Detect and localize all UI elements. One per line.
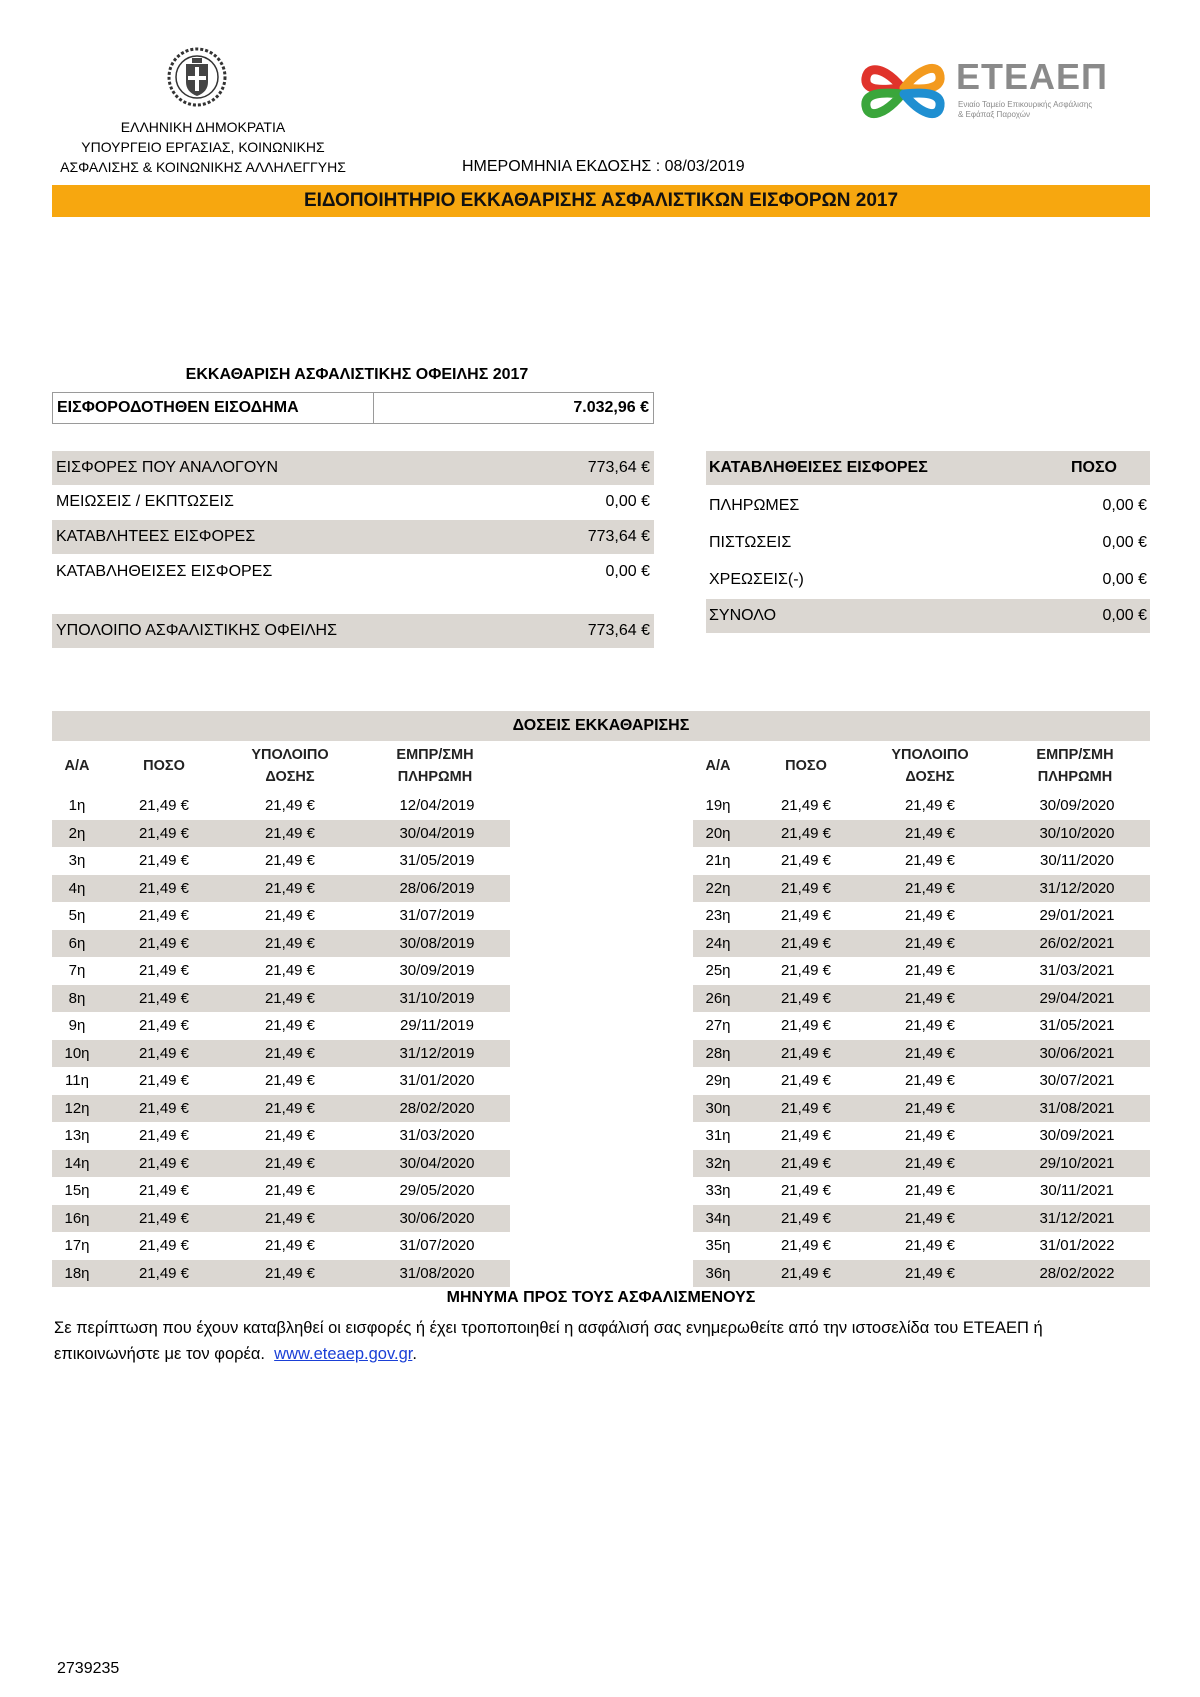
installment-row [693,1067,1150,1095]
installment-balance: 21,49 € [264,989,316,1007]
installment-date: 28/02/2020 [399,1099,475,1117]
installment-row [693,820,1150,848]
paid-label: ΧΡΕΩΣΕΙΣ(-) [709,571,804,588]
installment-number: 9η [68,1017,86,1034]
installment-amount: 21,49 € [138,1127,190,1144]
col-header-balance: ΥΠΟΛΟΙΠΟ ΔΟΣΗΣ [251,747,329,785]
installment-date: 30/11/2020 [1040,852,1114,869]
installment-row [52,1012,510,1040]
paid-label: ΠΙΣΤΩΣΕΙΣ [709,534,792,551]
installment-amount: 21,49 € [138,879,190,897]
installment-number: 21η [705,852,731,869]
installment-balance: 21,49 € [264,934,316,952]
installment-amount: 21,49 € [138,934,190,952]
installment-date: 30/09/2020 [1039,797,1115,814]
paid-value: 0,00 € [1102,534,1147,551]
settlement-balance-row [52,614,654,648]
installment-row [693,875,1150,903]
installment-row [693,1205,1150,1233]
installment-balance: 21,49 € [904,907,956,924]
document-title-banner: ΕΙΔΟΠΟΙΗΤΗΡΙΟ ΕΚΚΑΘΑΡΙΣΗΣ ΑΣΦΑΛΙΣΤΙΚΩΝ ΕΙΣΦΟΡΩΝ 2017 [52,185,1150,217]
installment-row [693,847,1150,875]
installment-amount: 21,49 € [780,1182,832,1199]
income-label: ΕΙΣΦΟΡΟΔΟΤΗΘΕΝ ΕΙΣΟΔΗΜΑ [53,393,374,423]
installment-row [52,820,510,848]
installment-balance: 21,49 € [904,824,956,842]
installment-amount: 21,49 € [780,934,832,952]
paid-value: 0,00 € [1102,497,1147,514]
installment-amount: 21,49 € [780,1209,832,1227]
installment-date: 31/08/2021 [1039,1099,1115,1117]
installment-number: 32η [705,1154,731,1172]
installment-balance: 21,49 € [904,797,956,814]
installment-date: 30/09/2019 [399,962,475,979]
installment-balance: 21,49 € [264,1182,316,1199]
installment-amount: 21,49 € [780,1154,832,1172]
installment-number: 14η [64,1154,90,1172]
installment-amount: 21,49 € [138,907,190,924]
settlement-value: 0,00 € [605,563,650,580]
settlement-label: ΚΑΤΑΒΛΗΘΕΙΣΕΣ ΕΙΣΦΟΡΕΣ [56,563,273,580]
installment-amount: 21,49 € [780,879,832,897]
installment-balance: 21,49 € [264,852,316,869]
col-header-aa: Α/Α [64,758,90,774]
installment-row [693,1260,1150,1288]
income-row [52,392,654,424]
installment-number: 10η [64,1044,90,1062]
document-id: 2739235 [57,1660,120,1677]
installment-date: 30/04/2020 [399,1154,475,1172]
installment-amount: 21,49 € [138,1072,190,1089]
installment-balance: 21,49 € [904,1044,956,1062]
issue-date: ΗΜΕΡΟΜΗΝΙΑ ΕΚΔΟΣΗΣ : 08/03/2019 [462,158,745,175]
installment-balance: 21,49 € [264,1264,316,1282]
installment-balance: 21,49 € [264,824,316,842]
settlement-value: 773,64 € [587,622,650,639]
installment-amount: 21,49 € [780,1072,832,1089]
settlement-label: ΚΑΤΑΒΛΗΤΕΕΣ ΕΙΣΦΟΡΕΣ [56,528,256,545]
installment-row [693,1040,1150,1068]
installment-number: 28η [705,1044,731,1062]
installment-amount: 21,49 € [780,1044,832,1062]
installment-balance: 21,49 € [904,1072,956,1089]
installment-number: 17η [64,1237,90,1254]
installment-date: 30/04/2019 [399,824,475,842]
paid-header-label: ΚΑΤΑΒΛΗΘΕΙΣΕΣ ΕΙΣΦΟΡΕΣ [709,459,928,476]
installment-number: 8η [68,989,86,1007]
logo-name: ΕΤΕΑΕΠ [956,56,1109,97]
installment-number: 27η [705,1017,731,1034]
installment-amount: 21,49 € [780,907,832,924]
installment-balance: 21,49 € [904,1237,956,1254]
installment-number: 34η [705,1209,731,1227]
installment-row [693,985,1150,1013]
col-header-balance: ΥΠΟΛΟΙΠΟ ΔΟΣΗΣ [891,747,969,785]
installment-date: 30/06/2021 [1039,1044,1115,1062]
installment-amount: 21,49 € [138,1017,190,1034]
logo-subtitle: Ενιαίο Ταμείο Επικουρικής Ασφάλισης & Εφάπαξ Παροχών [958,100,1093,119]
installment-row [693,1232,1150,1260]
installment-row [52,930,510,958]
installment-row [693,902,1150,930]
installment-amount: 21,49 € [780,989,832,1007]
installment-row [52,847,510,875]
settlement-label: ΜΕΙΩΣΕΙΣ / ΕΚΠΤΩΣΕΙΣ [56,493,234,510]
settlement-title: ΕΚΚΑΘΑΡΙΣΗ ΑΣΦΑΛΙΣΤΙΚΗΣ ΟΦΕΙΛΗΣ 2017 [185,366,529,383]
installment-amount: 21,49 € [138,1237,190,1254]
installment-date: 31/10/2019 [399,989,475,1007]
col-header-amount: ΠΟΣΟ [143,758,185,774]
government-heading [52,117,354,177]
installment-date: 30/11/2021 [1040,1182,1114,1199]
installment-date: 31/03/2021 [1039,962,1115,979]
installment-amount: 21,49 € [780,1017,832,1034]
paid-row [706,526,1150,560]
installment-row [693,1122,1150,1150]
installment-date: 29/05/2020 [399,1182,475,1199]
paid-value: 0,00 € [1102,607,1147,624]
installment-date: 31/05/2021 [1039,1017,1115,1034]
paid-value: 0,00 € [1102,571,1147,588]
settlement-row [52,451,654,485]
installment-row [52,957,510,985]
installment-number: 24η [705,934,731,952]
paid-label: ΠΛΗΡΩΜΕΣ [709,497,800,514]
installment-number: 2η [68,824,86,842]
installment-number: 6η [68,934,86,952]
installment-amount: 21,49 € [138,1264,190,1282]
installment-balance: 21,49 € [264,1072,316,1089]
installment-number: 35η [705,1237,731,1254]
installment-row [693,1150,1150,1178]
installment-balance: 21,49 € [904,1017,956,1034]
settlement-row [52,485,654,519]
installment-balance: 21,49 € [264,1237,316,1254]
installment-number: 5η [68,907,86,924]
message-body [54,1315,1150,1367]
installment-number: 20η [705,824,731,842]
installment-row [52,902,510,930]
installment-number: 26η [705,989,731,1007]
col-header-aa: Α/Α [705,758,731,774]
installment-date: 28/02/2022 [1039,1264,1115,1282]
installment-amount: 21,49 € [780,1264,832,1282]
eteaep-logo-icon [858,48,948,134]
installment-date: 31/08/2020 [399,1264,475,1282]
installment-balance: 21,49 € [264,1209,316,1227]
installment-row [693,957,1150,985]
settlement-label: ΕΙΣΦΟΡΕΣ ΠΟΥ ΑΝΑΛΟΓΟΥΝ [56,459,278,476]
installment-amount: 21,49 € [138,1182,190,1199]
installment-balance: 21,49 € [264,1099,316,1117]
installment-balance: 21,49 € [904,1099,956,1117]
installment-row [52,1260,510,1288]
settlement-row [52,520,654,554]
installment-date: 31/05/2019 [399,852,475,869]
installment-date: 29/10/2021 [1039,1154,1115,1172]
installment-date: 30/10/2020 [1039,824,1115,842]
installment-number: 25η [705,962,731,979]
installment-row [693,1012,1150,1040]
installment-date: 30/08/2019 [399,934,475,952]
installment-balance: 21,49 € [904,1182,956,1199]
paid-header-row [706,451,1150,485]
col-header-payment: ΕΜΠΡ/ΣΜΗ ΠΛΗΡΩΜΗ [396,747,474,785]
installment-number: 12η [64,1099,90,1117]
installment-number: 36η [705,1264,731,1282]
installment-number: 30η [705,1099,731,1117]
paid-label: ΣΥΝΟΛΟ [709,607,777,624]
installment-balance: 21,49 € [904,934,956,952]
eteaep-logo [858,48,1109,134]
installment-balance: 21,49 € [264,879,316,897]
installment-date: 29/11/2019 [400,1017,474,1034]
installment-number: 1η [68,797,86,814]
installment-balance: 21,49 € [904,1209,956,1227]
settlement-row [52,555,654,589]
installment-number: 11η [65,1072,89,1089]
installment-date: 28/06/2019 [399,879,475,897]
installment-amount: 21,49 € [138,989,190,1007]
installment-date: 30/09/2021 [1039,1127,1115,1144]
installment-date: 31/01/2022 [1039,1237,1115,1254]
installment-row [693,1177,1150,1205]
installment-row [52,1177,510,1205]
installment-amount: 21,49 € [780,797,832,814]
installment-number: 18η [64,1264,90,1282]
installment-amount: 21,49 € [138,852,190,869]
settlement-label: ΥΠΟΛΟΙΠΟ ΑΣΦΑΛΙΣΤΙΚΗΣ ΟΦΕΙΛΗΣ [56,622,337,639]
installment-row [693,1095,1150,1123]
installment-number: 15η [64,1182,90,1199]
installment-row [693,930,1150,958]
installment-amount: 21,49 € [138,1044,190,1062]
installment-date: 26/02/2021 [1039,934,1115,952]
installment-row [52,1150,510,1178]
installment-amount: 21,49 € [138,962,190,979]
greek-coat-of-arms-icon [166,46,228,108]
installment-number: 31η [705,1127,731,1144]
installment-date: 31/07/2020 [399,1237,475,1254]
installment-row [693,792,1150,820]
installment-date: 30/07/2021 [1039,1072,1115,1089]
gov-line: ΑΣΦΑΛΙΣΗΣ & ΚΟΙΝΩΝΙΚΗΣ ΑΛΛΗΛΕΓΓΥΗΣ [60,159,346,175]
installment-number: 29η [705,1072,731,1089]
col-header-payment: ΕΜΠΡ/ΣΜΗ ΠΛΗΡΩΜΗ [1036,747,1114,785]
installment-number: 7η [68,962,86,979]
gov-line: ΥΠΟΥΡΓΕΙΟ ΕΡΓΑΣΙΑΣ, ΚΟΙΝΩΝΙΚΗΣ [81,139,325,155]
installments-title: ΔΟΣΕΙΣ ΕΚΚΑΘΑΡΙΣΗΣ [52,711,1150,741]
installment-date: 31/12/2020 [1039,879,1115,897]
installment-row [52,1095,510,1123]
settlement-value: 773,64 € [587,459,650,476]
installment-balance: 21,49 € [264,1154,316,1172]
installment-date: 31/01/2020 [399,1072,475,1089]
installment-row [52,1040,510,1068]
installment-balance: 21,49 € [904,1127,956,1144]
installment-amount: 21,49 € [138,1209,190,1227]
paid-total-row [706,599,1150,633]
installment-row [52,1122,510,1150]
gov-line: ΕΛΛΗΝΙΚΗ ΔΗΜΟΚΡΑΤΙΑ [120,119,286,135]
settlement-value: 773,64 € [587,528,650,545]
income-value: 7.032,96 € [573,399,649,416]
message-title: ΜΗΝΥΜΑ ΠΡΟΣ ΤΟΥΣ ΑΣΦΑΛΙΣΜΕΝΟΥΣ [446,1289,756,1306]
installment-balance: 21,49 € [264,1017,316,1034]
installment-amount: 21,49 € [780,824,832,842]
installment-row [52,792,510,820]
installment-date: 31/12/2019 [399,1044,475,1062]
message-suffix: . [412,1345,417,1363]
installment-balance: 21,49 € [264,962,316,979]
installment-number: 16η [64,1209,90,1227]
installment-date: 29/01/2021 [1039,907,1115,924]
installment-date: 12/04/2019 [399,797,475,814]
installment-balance: 21,49 € [904,962,956,979]
installment-date: 31/07/2019 [399,907,475,924]
installment-date: 29/04/2021 [1039,989,1115,1007]
installment-amount: 21,49 € [780,962,832,979]
installment-number: 3η [68,852,86,869]
installment-row [52,985,510,1013]
installment-amount: 21,49 € [780,1099,832,1117]
col-header-amount: ΠΟΣΟ [785,758,827,774]
installment-amount: 21,49 € [780,1127,832,1144]
installment-balance: 21,49 € [264,797,316,814]
installment-number: 22η [705,879,731,897]
settlement-value: 0,00 € [605,493,650,510]
installment-date: 31/12/2021 [1039,1209,1115,1227]
installment-balance: 21,49 € [904,989,956,1007]
installment-amount: 21,49 € [780,852,832,869]
installment-amount: 21,49 € [138,1154,190,1172]
installment-row [52,875,510,903]
installment-row [52,1232,510,1260]
installment-date: 30/06/2020 [399,1209,475,1227]
installment-balance: 21,49 € [904,879,956,897]
installment-number: 23η [705,907,731,924]
installment-number: 4η [68,879,86,897]
installment-amount: 21,49 € [780,1237,832,1254]
installment-row [52,1067,510,1095]
installment-balance: 21,49 € [904,852,956,869]
installment-balance: 21,49 € [264,1044,316,1062]
eteaep-website-link[interactable]: www.eteaep.gov.gr [274,1345,413,1363]
paid-row [706,563,1150,597]
installment-amount: 21,49 € [138,797,190,814]
installment-date: 31/03/2020 [399,1127,475,1144]
installment-balance: 21,49 € [904,1154,956,1172]
installment-amount: 21,49 € [138,1099,190,1117]
installment-balance: 21,49 € [264,1127,316,1144]
paid-header-amount: ΠΟΣΟ [1070,459,1117,476]
installment-balance: 21,49 € [904,1264,956,1282]
installment-number: 19η [705,797,731,814]
installment-number: 33η [705,1182,731,1199]
message-text: Σε περίπτωση που έχουν καταβληθεί οι εισφορές ή έχει τροποποιηθεί η ασφάλισή σας ενημερωθείτε από την ιστοσελίδα του ΕΤΕΑΕΠ ή επικοινωνήστε με τον φορέα. [54,1319,1043,1363]
installment-number: 13η [64,1127,90,1144]
installment-amount: 21,49 € [138,824,190,842]
installment-row [52,1205,510,1233]
paid-row [706,489,1150,523]
installment-balance: 21,49 € [264,907,316,924]
